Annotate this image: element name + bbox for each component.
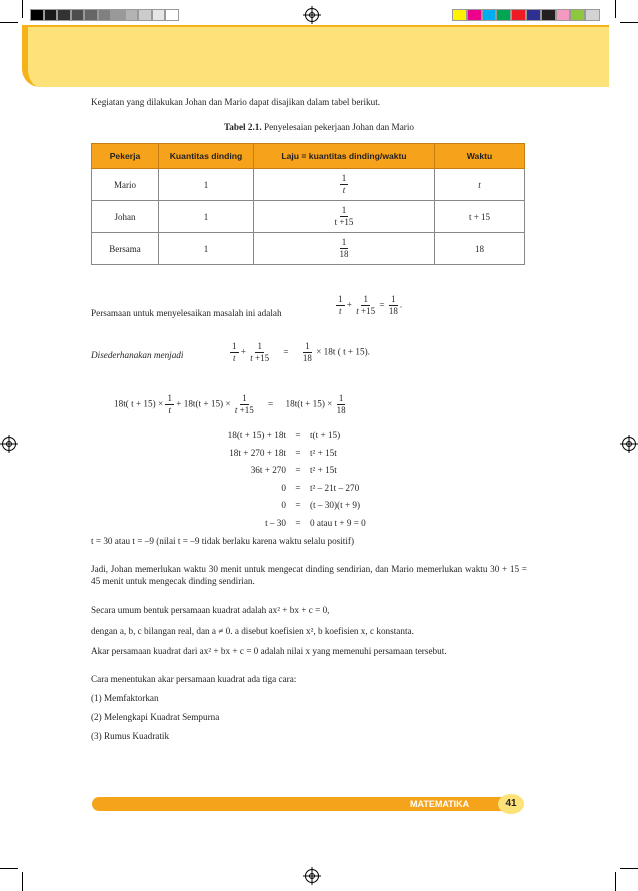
method-item: (1) Memfaktorkan bbox=[91, 693, 159, 703]
color-swatch bbox=[44, 9, 58, 21]
rate-denominator: t bbox=[342, 185, 346, 195]
work-table bbox=[91, 143, 525, 265]
step-1-equation: 18t( t + 15) × $\frac{1}{t}$ + 18t(t + 15) × $\frac{1}{t +15}$ = 18t(t + 15) × $\frac{1}{18}$ bbox=[114, 393, 346, 415]
color-swatch bbox=[125, 9, 139, 21]
conclusion-text: Jadi, Johan memerlukan waktu 30 menit untuk mengecat dinding sendirian, dan Mario memerlukan waktu 30 + 15 = 45 menit untuk mengecak dinding sendirian. bbox=[91, 564, 527, 586]
color-swatch bbox=[570, 9, 585, 21]
cell-worker: Johan bbox=[92, 201, 159, 233]
step-operator: = bbox=[295, 517, 301, 528]
cell-qty: 1 bbox=[159, 169, 254, 201]
table-caption-text: Penyelesaian pekerjaan Johan dan Mario bbox=[263, 122, 414, 132]
registration-mark-icon bbox=[622, 437, 636, 451]
rate-denominator: t +15 bbox=[334, 217, 354, 227]
color-swatch bbox=[467, 9, 482, 21]
table-header-row bbox=[92, 144, 525, 169]
color-swatch bbox=[152, 9, 166, 21]
color-swatch bbox=[84, 9, 98, 21]
roots-definition-text: Akar persamaan kuadrat dari ax² + bx + c = 0 adalah nilai x yang memenuhi persamaan tersebut. bbox=[91, 646, 447, 656]
step-lhs: 18t + 270 + 18t bbox=[229, 447, 286, 458]
table-caption bbox=[0, 122, 638, 132]
color-swatch bbox=[482, 9, 497, 21]
registration-mark-icon bbox=[2, 437, 16, 451]
color-swatch bbox=[30, 9, 44, 21]
color-swatch bbox=[526, 9, 541, 21]
step-rhs: t(t + 15) bbox=[310, 430, 341, 440]
equation-intro: Persamaan untuk menyelesaikan masalah ini adalah bbox=[91, 308, 282, 318]
simplify-label: Disederhanakan menjadi bbox=[91, 350, 184, 360]
simplify-tail: × 18t ( t + 15). bbox=[316, 346, 370, 357]
header-pekerja: Pekerja bbox=[92, 144, 159, 169]
color-swatch bbox=[98, 9, 112, 21]
header-laju: Laju = kuantitas dinding/waktu bbox=[254, 144, 435, 169]
color-swatch bbox=[111, 9, 125, 21]
method-item: (2) Melengkapi Kuadrat Sempurna bbox=[91, 712, 220, 722]
header-kuantitas: Kuantitas dinding bbox=[159, 144, 254, 169]
color-swatch bbox=[556, 9, 571, 21]
step1-a: 18t( t + 15) × bbox=[114, 398, 164, 409]
step1-b: + 18t(t + 15) × bbox=[176, 398, 231, 409]
color-swatch bbox=[511, 9, 526, 21]
step-rhs: (t – 30)(t + 9) bbox=[310, 500, 361, 510]
cell-rate bbox=[254, 233, 435, 265]
table-row bbox=[92, 201, 525, 233]
step-rhs: t² + 15t bbox=[310, 465, 337, 475]
step-lhs: 18(t + 15) + 18t bbox=[227, 430, 286, 440]
rate-numerator: 1 bbox=[341, 237, 347, 247]
crop-mark bbox=[620, 868, 638, 869]
step-operator: = bbox=[295, 447, 301, 458]
color-swatch bbox=[138, 9, 152, 21]
step-rhs: 0 atau t + 9 = 0 bbox=[310, 517, 366, 528]
crop-mark bbox=[615, 872, 616, 891]
rate-denominator: 18 bbox=[339, 249, 349, 259]
crop-mark bbox=[620, 22, 638, 23]
table-row bbox=[92, 169, 525, 201]
step-rhs: t² – 21t – 270 bbox=[310, 482, 360, 493]
main-equation: $\frac{1}{t}$ + $\frac{1}{t +15}$ = $\frac{1}{18}$ . bbox=[338, 294, 403, 316]
method-item: (3) Rumus Kuadratik bbox=[91, 731, 170, 741]
color-swatch bbox=[71, 9, 85, 21]
cell-qty: 1 bbox=[159, 233, 254, 265]
color-swatch bbox=[165, 9, 179, 21]
cell-worker: Mario bbox=[92, 169, 159, 201]
solution-text: t = 30 atau t = –9 (nilai t = –9 tidak berlaku karena waktu selalu positif) bbox=[91, 536, 355, 546]
cell-rate bbox=[254, 169, 435, 201]
crop-mark bbox=[22, 872, 23, 891]
table-row bbox=[92, 233, 525, 265]
cell-time: t bbox=[435, 169, 525, 201]
color-swatch bbox=[496, 9, 511, 21]
step-operator: = bbox=[295, 482, 301, 493]
cell-rate bbox=[254, 201, 435, 233]
page-number: 41 bbox=[498, 794, 524, 814]
intro-text: Kegiatan yang dilakukan Johan dan Mario dapat disajikan dalam tabel berikut. bbox=[91, 97, 381, 107]
cell-qty: 1 bbox=[159, 201, 254, 233]
header-band bbox=[22, 25, 609, 87]
step-lhs: 36t + 270 bbox=[250, 465, 286, 475]
footer-subject: MATEMATIKA bbox=[410, 799, 470, 809]
crop-mark bbox=[0, 868, 18, 869]
step-operator: = bbox=[295, 500, 301, 510]
rate-numerator: 1 bbox=[341, 173, 347, 183]
cell-time: 18 bbox=[435, 233, 525, 265]
rate-numerator: 1 bbox=[341, 205, 347, 215]
header-waktu: Waktu bbox=[435, 144, 525, 169]
table-caption-label: Tabel 2.1. bbox=[223, 122, 262, 132]
color-swatch bbox=[585, 9, 600, 21]
registration-mark-icon bbox=[305, 8, 319, 22]
color-swatch bbox=[452, 9, 467, 21]
step-lhs: t – 30 bbox=[265, 517, 286, 528]
color-swatch bbox=[541, 9, 556, 21]
simplified-equation: $\frac{1}{t}$ + $\frac{1}{t +15}$ = $\frac{1}{18}$ × 18t ( t + 15). bbox=[232, 341, 370, 363]
registration-mark-icon bbox=[305, 869, 319, 883]
coefficients-text: dengan a, b, c bilangan real, dan a ≠ 0. a disebut koefisien x², b koefisien x, c konstanta. bbox=[91, 626, 414, 636]
step-lhs: 0 bbox=[281, 482, 286, 493]
crop-mark bbox=[0, 22, 18, 23]
crop-mark bbox=[615, 0, 616, 18]
cell-time: t + 15 bbox=[435, 201, 525, 233]
step-lhs: 0 bbox=[281, 500, 286, 510]
cell-worker: Bersama bbox=[92, 233, 159, 265]
step-operator: = bbox=[295, 465, 301, 475]
crop-mark bbox=[22, 0, 23, 18]
color-swatch bbox=[57, 9, 71, 21]
step1-c: 18t(t + 15) × bbox=[285, 398, 333, 409]
step-rhs: t² + 15t bbox=[310, 447, 337, 458]
general-form-text: Secara umum bentuk persamaan kuadrat adalah ax² + bx + c = 0, bbox=[91, 605, 330, 615]
step-operator: = bbox=[295, 430, 301, 440]
methods-intro-text: Cara menentukan akar persamaan kuadrat ada tiga cara: bbox=[91, 674, 297, 684]
step1-eq: = bbox=[268, 398, 274, 409]
